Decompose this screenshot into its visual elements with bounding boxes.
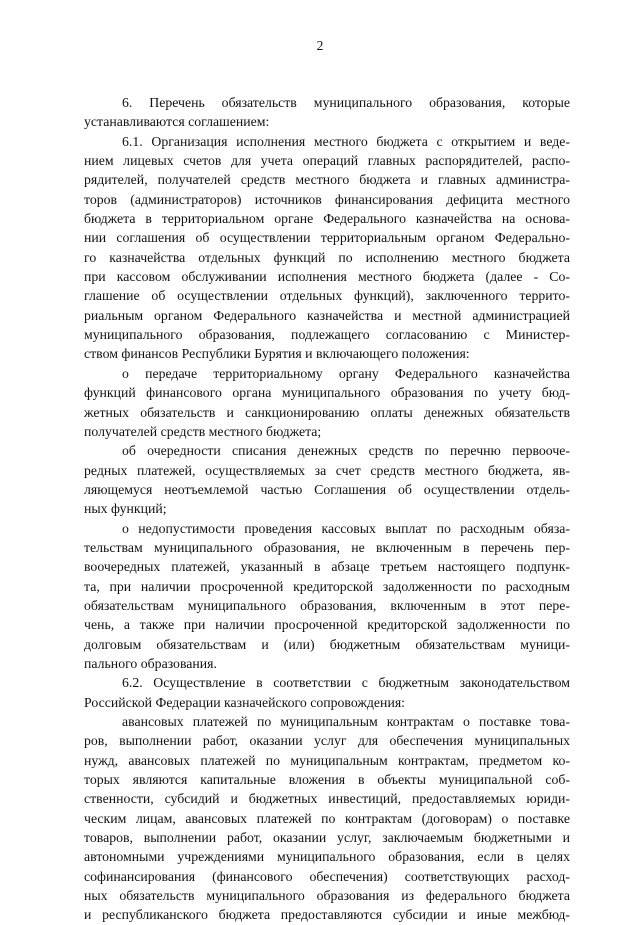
text-line: функций финансового органа муниципального образования по учету бюд- bbox=[84, 385, 570, 401]
text-line: получателей средств местного бюджета; bbox=[84, 423, 322, 439]
text-line: долговым обязательствам и (или) бюджетным обязательствам муници- bbox=[84, 636, 570, 652]
text-line: 6. Перечень обязательств муниципального образования, которые bbox=[122, 95, 570, 110]
paragraph bbox=[84, 132, 570, 364]
text-line: нии соглашения об осуществлении территориальным органом Федерально- bbox=[84, 230, 570, 246]
text-line: ством финансов Республики Бурятия и включающего положения: bbox=[84, 346, 470, 362]
text-line: рядителей, получателей средств местного бюджета и главных администра- bbox=[84, 172, 570, 188]
text-line: при кассовом обслуживании исполнения местного бюджета (далее - Со- bbox=[84, 269, 570, 285]
text-line: воочередных платежей, указанный в абзаце третьем настоящего подпунк- bbox=[84, 559, 570, 575]
text-line: ров, выполнении работ, оказании услуг для обеспечения муниципальных bbox=[84, 733, 570, 749]
text-line: софинансирования (финансового обеспечения) соответствующих расход- bbox=[84, 868, 570, 884]
text-line: обязательствам муниципального образования, включенным в этот пере- bbox=[84, 597, 570, 613]
text-line: жетных обязательств и санкционированию оплаты денежных обязательств bbox=[84, 404, 570, 420]
paragraph bbox=[84, 364, 570, 441]
text-line: ственности, субсидий и бюджетных инвестиций, предоставляемых юриди- bbox=[84, 791, 570, 807]
text-line: о недопустимости проведения кассовых выплат по расходным обяза- bbox=[122, 520, 570, 536]
text-line: редных платежей, осуществляемых за счет средств местного бюджета, яв- bbox=[84, 462, 570, 478]
text-line: торых являются капитальные вложения в объекты муниципальной соб- bbox=[84, 772, 570, 788]
paragraph bbox=[84, 93, 570, 132]
text-line: та, при наличии просроченной кредиторской задолженности по расходным bbox=[84, 578, 570, 594]
text-line: и республиканского бюджета предоставляются субсидии и иные межбюд- bbox=[84, 907, 570, 923]
paragraph bbox=[84, 673, 570, 712]
text-line: нием лицевых счетов для учета операций главных распорядителей, распо- bbox=[84, 153, 570, 169]
text-line: ческим лицам, авансовых платежей по контрактам (договорам) о поставке bbox=[84, 810, 570, 826]
text-line: 6.1. Организация исполнения местного бюджета с открытием и веде- bbox=[122, 133, 570, 149]
paragraph bbox=[84, 519, 570, 674]
text-line: ных функций; bbox=[84, 501, 167, 517]
paragraph bbox=[84, 712, 570, 925]
text-line: ных обязательств муниципального образования из федерального бюджета bbox=[84, 888, 570, 904]
text-line: глашение об осуществлении отдельных функций), заключенного террито- bbox=[84, 288, 570, 304]
text-line: автономными учреждениями муниципального образования, если в целях bbox=[84, 849, 570, 865]
page-number: 2 bbox=[316, 38, 324, 53]
text-line: ляющемуся неотъемлемой частью Соглашения об осуществлении отдель- bbox=[84, 481, 570, 497]
text-line: чень, а также при наличии просроченной кредиторской задолженности по bbox=[84, 617, 570, 633]
text-line: о передаче территориальному органу Федерального казначейства bbox=[122, 365, 570, 381]
text-line: нужд, авансовых платежей по муниципальным контрактам, предметом ко- bbox=[84, 752, 570, 768]
text-line: го казначейства отдельных функций по исполнению местного бюджета bbox=[84, 249, 570, 265]
text-line: Российской Федерации казначейского сопровождения: bbox=[84, 694, 406, 710]
document-body bbox=[84, 93, 570, 925]
text-line: бюджета в территориальном органе Федерального казначейства на основа- bbox=[84, 211, 570, 227]
text-line: об очередности списания денежных средств по перечню первооче- bbox=[122, 443, 570, 459]
text-line: авансовых платежей по муниципальным контрактам о поставке това- bbox=[122, 714, 570, 729]
text-line: торов (администраторов) источников финансирования дефицита местного bbox=[84, 191, 570, 207]
paragraph bbox=[84, 441, 570, 518]
text-line: пального образования. bbox=[84, 655, 217, 671]
text-line: товаров, выполнении работ, оказании услуг, заключаемым бюджетными и bbox=[84, 830, 570, 846]
text-line: тельствам муниципального образования, не включенным в перечень пер- bbox=[84, 539, 570, 555]
text-line: риальным органом Федерального казначейства и местной администрацией bbox=[84, 307, 570, 323]
text-line: 6.2. Осуществление в соответствии с бюджетным законодательством bbox=[122, 675, 570, 691]
text-line: устанавливаются соглашением: bbox=[84, 114, 270, 130]
text-line: муниципального образования, подлежащего согласованию с Министер- bbox=[84, 327, 570, 343]
